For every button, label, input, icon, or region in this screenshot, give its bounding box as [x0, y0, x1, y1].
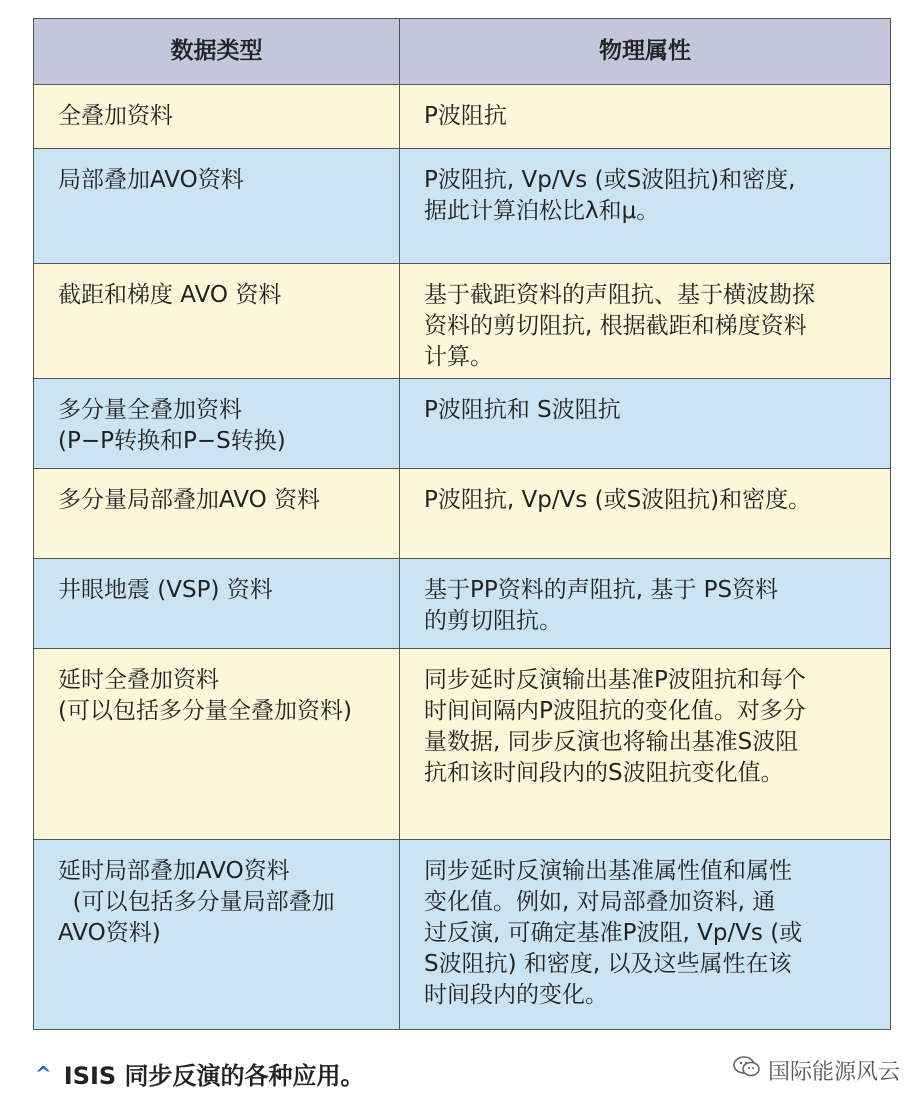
watermark	[732, 1054, 900, 1086]
cell-line: 多分量局部叠加AVO 资料	[58, 487, 321, 513]
cell-line: 同步延时反演输出基准P波阻抗和每个	[424, 667, 806, 693]
table-row	[34, 85, 890, 149]
cell-line: 过反演, 可确定基准P波阻, Vp/Vs (或	[424, 920, 803, 946]
physical-property-cell	[400, 379, 890, 468]
table-row	[34, 469, 890, 559]
cell-line: 局部叠加AVO资料	[58, 167, 244, 193]
table-row	[34, 559, 890, 649]
cell-line: S波阻抗) 和密度, 以及这些属性在该	[424, 951, 792, 977]
data-type-cell	[34, 379, 400, 468]
cell-line: 同步延时反演输出基准属性值和属性	[424, 858, 792, 884]
table-row	[34, 149, 890, 264]
cell-line: 时间间隔内P波阻抗的变化值。对多分	[424, 698, 806, 724]
cell-line: (可以包括多分量局部叠加	[58, 889, 335, 915]
data-type-cell	[34, 85, 400, 148]
watermark-text: 国际能源风云	[767, 1059, 900, 1085]
cell-line: 基于截距资料的声阻抗、基于横波勘探	[424, 282, 815, 308]
data-type-cell	[34, 559, 400, 648]
physical-property-cell	[400, 840, 890, 1029]
cell-line: 全叠加资料	[58, 103, 173, 129]
table-row	[34, 649, 890, 840]
caption-text: ISIS 同步反演的各种应用。	[63, 1062, 365, 1090]
data-table	[33, 18, 891, 1030]
physical-property-cell	[400, 649, 890, 839]
cell-line: 抗和该时间段内的S波阻抗变化值。	[424, 760, 784, 786]
wechat-icon	[732, 1054, 762, 1086]
cell-line: P波阻抗, Vp/Vs (或S波阻抗)和密度,	[424, 167, 796, 193]
data-type-cell	[34, 840, 400, 1029]
physical-property-cell	[400, 559, 890, 648]
cell-line: 井眼地震 (VSP) 资料	[58, 577, 273, 603]
cell-line: 计算。	[424, 344, 493, 370]
cell-line: 时间段内的变化。	[424, 982, 608, 1008]
data-type-cell	[34, 149, 400, 263]
cell-line: 延时局部叠加AVO资料	[58, 858, 290, 884]
cell-line: 据此计算泊松比λ和μ。	[424, 198, 660, 224]
cell-line: P波阻抗	[424, 103, 507, 129]
cell-line: 多分量全叠加资料	[58, 397, 242, 423]
cell-line: 变化值。例如, 对局部叠加资料, 通	[424, 889, 776, 915]
cell-line: AVO资料)	[58, 920, 161, 946]
cell-line: 基于PP资料的声阻抗, 基于 PS资料	[424, 577, 779, 603]
cell-line: 量数据, 同步反演也将输出基准S波阻	[424, 729, 799, 755]
physical-property-cell	[400, 264, 890, 378]
cell-line: (可以包括多分量全叠加资料)	[58, 698, 352, 724]
cell-line: 截距和梯度 AVO 资料	[58, 282, 282, 308]
header-col-physical-property: 物理属性	[400, 19, 890, 84]
cell-line: P波阻抗和 S波阻抗	[424, 397, 621, 423]
cell-line: 资料的剪切阻抗, 根据截距和梯度资料	[424, 313, 807, 339]
cell-line: P波阻抗, Vp/Vs (或S波阻抗)和密度。	[424, 487, 812, 513]
table-row	[34, 379, 890, 469]
data-type-cell	[34, 649, 400, 839]
header-col-data-type: 数据类型	[34, 19, 400, 84]
data-type-cell	[34, 264, 400, 378]
cell-line: 的剪切阻抗。	[424, 608, 562, 634]
physical-property-cell	[400, 85, 890, 148]
physical-property-cell	[400, 149, 890, 263]
physical-property-cell	[400, 469, 890, 558]
caret-up-icon: ^	[35, 1061, 52, 1086]
data-type-cell	[34, 469, 400, 558]
table-row	[34, 264, 890, 379]
cell-line: (P−P转换和P−S转换)	[58, 428, 286, 454]
cell-line: 延时全叠加资料	[58, 667, 219, 693]
table-row	[34, 840, 890, 1029]
table-header-row	[34, 19, 890, 85]
figure-caption	[35, 1056, 365, 1091]
